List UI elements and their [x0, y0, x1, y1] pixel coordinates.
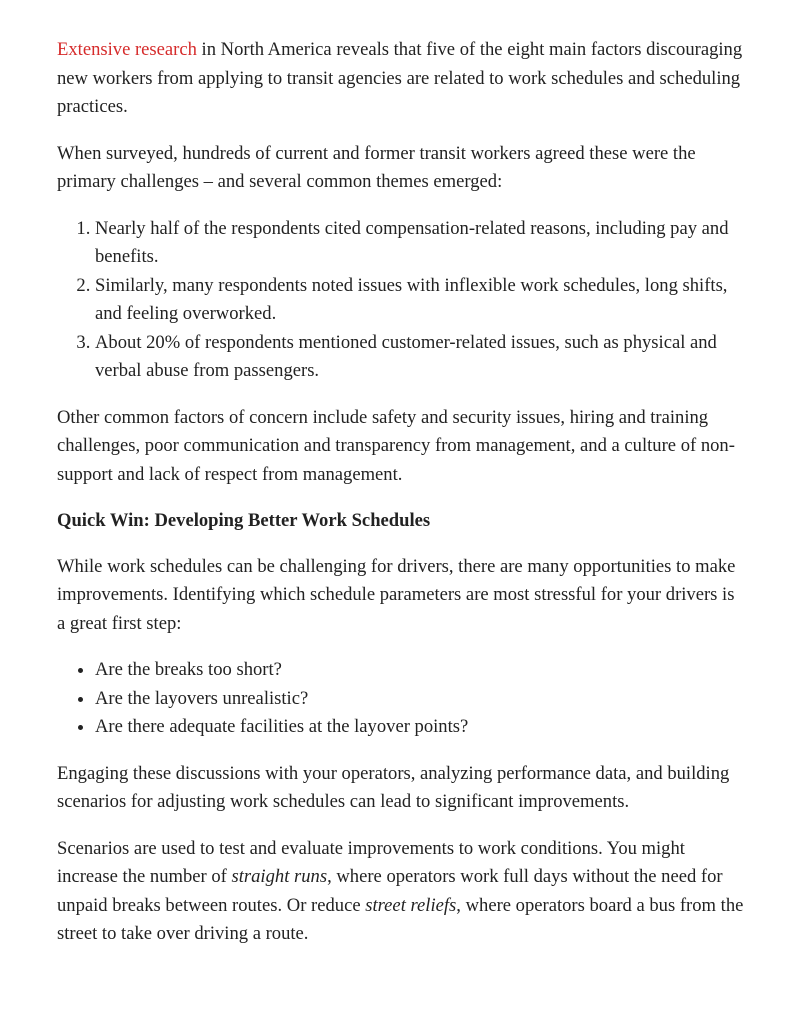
- scenarios-paragraph: [57, 835, 747, 949]
- section-heading: Quick Win: Developing Better Work Schedules: [57, 510, 431, 531]
- intro-text: in North America reveals that five of the eight main factors discouraging new workers from applying to transit agencies are related to work schedules and scheduling practices.: [57, 39, 743, 117]
- scenarios-text-1: Scenarios are used to test and evaluate improvements to work conditions. You might increase the number of: [57, 837, 685, 887]
- other-factors-paragraph: Other common factors of concern include safety and security issues, hiring and training challenges, poor communication and transparency from management, and a culture of non-support and lack of respect from management.: [57, 406, 735, 485]
- question-item-facilities: • Are there adequate facilities at the layover points?: [95, 713, 747, 742]
- scenarios-text-2: , where operators work full days without the need for unpaid breaks between routes. Or reduce: [57, 866, 723, 916]
- theme-item-customer: 3. About 20% of respondents mentioned customer-related issues, such as physical and verbal abuse from passengers.: [95, 329, 747, 386]
- question-item-breaks: • Are the breaks too short?: [95, 656, 747, 685]
- straight-runs-term: straight runs: [231, 866, 328, 887]
- survey-paragraph: When surveyed, hundreds of current and former transit workers agreed these were the primary challenges – and several common themes emerged:: [57, 142, 696, 192]
- intro-paragraph: [57, 36, 747, 122]
- article-body: [57, 36, 747, 967]
- question-item-layovers: • Are the layovers unrealistic?: [95, 685, 747, 714]
- theme-item-schedules: 2. Similarly, many respondents noted issues with inflexible work schedules, long shifts, and feeling overworked.: [95, 272, 747, 329]
- engaging-paragraph: Engaging these discussions with your operators, analyzing performance data, and building scenarios for adjusting work schedules can lead to significant improvements.: [57, 762, 730, 812]
- themes-list: [57, 215, 747, 386]
- scenarios-text-3: , where operators board a bus from the street to take over driving a route.: [57, 894, 744, 944]
- extensive-research-link[interactable]: Extensive research: [57, 39, 197, 60]
- questions-list: [57, 656, 747, 742]
- opportunities-paragraph: While work schedules can be challenging for drivers, there are many opportunities to make improvements. Identifying which schedule parameters are most stressful for your drivers is a great first step:: [57, 555, 736, 634]
- theme-item-compensation: 1. Nearly half of the respondents cited compensation-related reasons, including pay and benefits.: [95, 215, 747, 272]
- street-reliefs-term: street reliefs: [365, 894, 457, 916]
